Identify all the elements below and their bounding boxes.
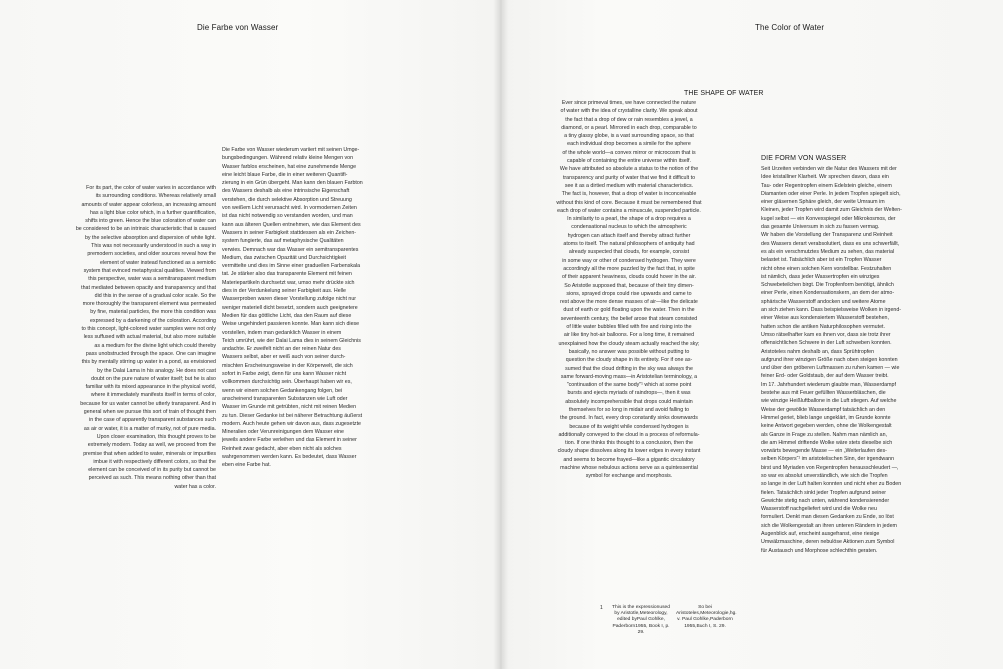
text-line: wie winzige Heißluftballone in die Luft stiegen. Auf welche bbox=[761, 398, 897, 405]
text-line: We have attributed so absolute a status to the notion of the bbox=[559, 166, 699, 173]
text-line: system fungierte, das auf metaphysische Qualitäten bbox=[222, 238, 344, 245]
text-line: element can be conceived of in its purity but cannot be bbox=[88, 467, 216, 474]
text-line: So Aristotle supposed that, because of their tiny dimen- bbox=[564, 282, 694, 289]
text-line: dies in der Verdunkelung seiner Farbigkeit aus. Helle bbox=[222, 288, 346, 295]
text-line: Diamanten oder einer Perle. In jedem Tropfen spiegelt sich, bbox=[761, 190, 901, 197]
text-line: imbue it with respectively different colors, so that the bbox=[93, 458, 216, 465]
text-line: fielen. Tatsächlich sinkt jeder Tropfen aufgrund seiner bbox=[761, 489, 887, 496]
text-line: each individual drop becomes a simile for the sphere bbox=[567, 141, 691, 148]
text-line: already suspected that clouds, for example, consist bbox=[568, 249, 690, 256]
text-line: für Austausch und Morphose schlechthin geraten. bbox=[761, 547, 878, 554]
text-line: modern. Auch heute gehen wir davon aus, dass zugesetzte bbox=[222, 420, 361, 427]
text-line: atoms to itself. The natural philosophers of antiquity had bbox=[563, 241, 695, 248]
text-line: expressed by a darkening of the coloration. According bbox=[89, 317, 216, 324]
text-line: Ever since primeval times, we have connected the nature bbox=[561, 100, 697, 106]
text-line: transparency and purity of water that we find it difficult to bbox=[562, 174, 696, 181]
text-line: by the selective absorption and dispersion of white light. bbox=[84, 234, 216, 241]
text-line: sofort in Farbe zeigt, denn für uns kann Wasser nicht bbox=[222, 371, 347, 378]
text-line: kann aus älteren Quellen entnehmen, wie das Element des bbox=[222, 221, 361, 228]
text-line: condensational nucleus to which the atmospheric bbox=[571, 224, 687, 231]
text-line: Teich umrührt, wie der Dalai Lama dies in seinem Gleichnis bbox=[222, 337, 361, 344]
text-line: verwies. Demnach war das Wasser ein semitransparentes bbox=[222, 246, 359, 253]
text-line: diamond, or a pearl. Mirrored in each drop, comparable to bbox=[561, 124, 697, 131]
text-line: sions, sprayed drops could rise upwards and came to bbox=[566, 290, 692, 297]
text-line: bungsbedingungen. Während relativ kleine Mengen von bbox=[222, 155, 354, 162]
text-line: Medien für das göttliche Licht, das den Raum auf diese bbox=[222, 312, 352, 319]
text-line: So bei Aristoteles, bbox=[676, 605, 712, 617]
text-line: hg. v. Paul Gohlke, bbox=[677, 611, 737, 623]
text-line: general when we pursue this sort of train of thought then bbox=[83, 409, 216, 416]
text-line: des Wassers deshalb als eine intrinsische Eigenschaft bbox=[222, 188, 350, 195]
text-line: so lange in der Luft halten konnten und nicht eher zu Boden bbox=[761, 481, 902, 488]
text-line: by the Dalai Lama in his analogy. He does not cast bbox=[97, 367, 216, 374]
text-line: This was not necessarily understood in such a way in bbox=[91, 243, 216, 250]
text-line: Himmel geriet, blieb lange ungeklärt, im Grunde konnte bbox=[761, 414, 891, 421]
text-line: so war es absolut unverständlich, wie sich die Tropfen bbox=[761, 472, 888, 479]
text-line: des Wassers derart verabsolutiert, dass es uns schwerfällt, bbox=[761, 240, 900, 247]
text-line: Upon closer examination, this thought proves to be bbox=[96, 433, 216, 440]
text-line: tat. Je stärker also das transparente Element mit feinen bbox=[222, 271, 352, 278]
text-line: water has a color. bbox=[174, 483, 216, 490]
text-line: of water with the idea of crystalline clarity. We speak about bbox=[560, 108, 698, 115]
text-line: did this in the sense of a gradual color scale. So the bbox=[94, 292, 216, 299]
text-line: anscheinend transparenten Substanzen wie Luft oder bbox=[222, 395, 348, 402]
right-english-column bbox=[512, 99, 746, 481]
text-line: additionally conveyed to the cloud in a process of reformula- bbox=[558, 431, 700, 438]
text-line: a tiny glassy globe, is a vast surrounding space, so that bbox=[564, 133, 694, 140]
text-line: each drop of water contains a minuscule, suspended particle. bbox=[557, 207, 701, 214]
text-line: themselves for so long in midair and avoid falling to bbox=[568, 406, 690, 413]
text-line: less suffused with actual material, but also more suitable bbox=[83, 334, 216, 341]
text-line: seventeenth century, the belief arose that steam consisted bbox=[560, 315, 698, 322]
text-line: einer Perle, einen Kondensationskern, an dem der atmo- bbox=[761, 290, 895, 297]
text-line: Meteorology, edited by bbox=[617, 611, 668, 623]
text-line: For its part, the color of water varies in accordance with bbox=[86, 185, 216, 191]
text-line: same forward-moving mass—in Aristotelian terminology, a bbox=[560, 373, 698, 380]
text-line: Tau- oder Regentropfen einem Edelstein gleiche, einem bbox=[761, 182, 892, 189]
text-line: the fact that a drop of dew or rain resembles a jewel, a bbox=[565, 116, 693, 123]
text-line: Schwebeteilchen birgt. Die Tropfenform benötigt, ähnlich bbox=[761, 282, 894, 289]
text-line: vorstellen, indem man gedanklich Wasser in einem bbox=[222, 329, 342, 336]
text-line: ist das nicht notwendig so verstanden worden, und man bbox=[222, 213, 353, 220]
text-line: doubt on the pure nature of water itself; but he is also bbox=[91, 375, 216, 382]
text-line: belastet ist. Tatsächlich aber ist ein Tropfen Wasser bbox=[761, 257, 882, 264]
text-line: birst und Myriaden von Regentropfen herausschleudert —, bbox=[761, 464, 899, 471]
text-line: es als ein verschmutztes Medium zu sehen, das material bbox=[761, 248, 895, 255]
text-line: Wir haben die Vorstellung der Transparenz und Reinheit bbox=[761, 232, 893, 239]
text-line: einer Weise aus kondensiertem Wasserstoff bestehen, bbox=[761, 315, 889, 322]
text-line: of the whole world—a convex mirror or microcosm that is bbox=[562, 149, 696, 156]
text-line: Reinheit zwar gedacht, aber eben nicht als solches bbox=[222, 445, 342, 452]
text-line: sich die Wolkengestalt an ihren unteren Rändern in jedem bbox=[761, 522, 897, 529]
text-line: familiar with its mixed appearance in the physical world, bbox=[85, 384, 216, 391]
text-line: Augenblick auf, erscheint ausgefranst, eine riesige bbox=[761, 531, 880, 538]
text-line: Weise der gewölkte Wasserdampf tatsächlich an den bbox=[761, 406, 886, 413]
text-line: mischten Erscheinungsweise in der Körperwelt, die sich bbox=[222, 362, 353, 369]
text-line: feiner Erd- oder Goldstaub, der auf dem Wasser treibt. bbox=[761, 373, 889, 380]
text-line: selben Körpers“¹ im aristotelischen Sinn, der irgendwann bbox=[761, 456, 895, 463]
text-line: sphärische Wasserstoff andocken und weitere Atome bbox=[761, 298, 886, 305]
text-line: where it immediately manifests itself in terms of color, bbox=[90, 392, 216, 399]
text-line: hatten schon die antiken Naturphilosophen vermutet. bbox=[761, 323, 885, 330]
text-line: 1955, Book I, p. 29. bbox=[635, 623, 670, 635]
text-line: Materiepartikeln durchsetzt war, umso mehr drückte sich bbox=[222, 279, 355, 286]
text-line: Umwälzmaschine, deren nebulöse Aktionen zum Symbol bbox=[761, 539, 895, 546]
text-line: und über den gröberen Luftmassen zu ruhen kamen — wie bbox=[761, 365, 900, 372]
left-german-column bbox=[222, 146, 434, 470]
text-line: Buch I, S. 29. bbox=[696, 623, 726, 629]
text-line: hydrogen can attach itself and thereby attract further bbox=[567, 232, 691, 239]
text-line: andachte. Er zweifelt nicht an der reinen Natur des bbox=[222, 346, 341, 353]
text-line: Wasser im Grunde mit getrübten, nicht mit reinen Medien bbox=[222, 404, 357, 411]
text-line: vorwärts bewegende Masse — ein „Weiterlaufen des- bbox=[761, 448, 887, 455]
text-line: offensichtlichen Schwere in der Luft schweben konnten. bbox=[761, 340, 892, 347]
text-line: the ground. In fact, every drop constantly sinks downwards bbox=[560, 415, 698, 422]
text-line: accordingly all the more puzzled by the fact that, in spite bbox=[563, 265, 695, 272]
text-line: Paderborn 1955, bbox=[684, 617, 733, 629]
text-line: element of water instead functioned as a semiotic bbox=[99, 259, 216, 266]
text-line: of their apparent heaviness, clouds could hover in the air. bbox=[562, 274, 696, 281]
text-line: formuliert. Denkt man diesen Gedanken zu Ende, so löst bbox=[761, 514, 894, 521]
text-line: Seit Urzeiten verbinden wir die Natur des Wassers mit der bbox=[761, 166, 897, 172]
text-line: von weißem Licht verursacht wird. In vormodernen Zeiten bbox=[222, 205, 357, 212]
text-line: question the cloudy shape in its entirety. For if one as- bbox=[565, 357, 693, 364]
left-english-column bbox=[12, 184, 216, 491]
text-line: nicht ohne einen solchen Kern vorstellbar. Festzuhalten bbox=[761, 265, 892, 272]
text-line: an sich ziehen kann. Dass beispielsweise Wolken in irgend- bbox=[761, 307, 902, 314]
text-line: wenn wir einem solchen Gedankengang folgen, bei bbox=[222, 387, 343, 394]
text-line: as a medium for the divine light which could thereby bbox=[94, 342, 216, 349]
text-line: this perspective, water was a semitransparent medium bbox=[88, 276, 216, 283]
text-line: absolutely incomprehensible that drops could maintain bbox=[565, 398, 693, 405]
text-line: perceived as such. This means nothing other than that bbox=[88, 475, 216, 482]
text-line: als Ganze in Frage zu stellen. Nahm man nämlich an, bbox=[761, 431, 888, 438]
text-line: vollkommen durchsichtig sein. Überhaupt haben wir es, bbox=[222, 379, 352, 386]
text-line: capable of containing the entire universe within itself. bbox=[567, 158, 691, 165]
text-line: vermittelte und dies im Sinne einer graduellen Farbenskala bbox=[222, 263, 361, 270]
text-line: premodern societies, and older sources reveal how the bbox=[87, 251, 216, 258]
text-line: bestehe aus mit Feuer gefüllten Wasserbläschen, die bbox=[761, 390, 886, 397]
text-line: Wassers selbst, aber er weiß auch von seiner durch- bbox=[222, 354, 346, 361]
text-line: tion. If one thinks this thought to a conclusion, then the bbox=[565, 440, 693, 447]
text-line: extremely modern. Today as well, we proceed from the bbox=[87, 442, 216, 449]
text-line: amounts of water appear colorless, an increasing amount bbox=[81, 201, 216, 208]
right-german-column bbox=[761, 165, 987, 555]
text-line: Gewichte stetig nach unten, während kondensierender bbox=[761, 497, 890, 504]
text-line: that mediated between opacity and transparency and that bbox=[81, 284, 216, 291]
text-line: Mineralien oder Verunreinigungen dem Wasser eine bbox=[222, 429, 344, 436]
text-line: premise that when added to water, minerals or impurities bbox=[83, 450, 216, 457]
text-line: Wasserstoff nachgeliefert wird und die Wolke neu bbox=[761, 506, 877, 513]
text-line: see it as a dirtied medium with material characteristics. bbox=[564, 182, 694, 189]
german-section-heading: DIE FORM VON WASSER bbox=[761, 155, 847, 162]
text-line: by fine, material particles, the more this condition was bbox=[90, 309, 216, 316]
text-line: unexplained how the cloudy steam actually reached the sky; bbox=[558, 340, 700, 347]
text-line: without this kind of core. Because it must be remembered that bbox=[556, 199, 702, 206]
text-line: Idee kristalliner Klarheit. Wir sprechen davon, dass ein bbox=[761, 174, 889, 181]
text-line: used by Aristotle, bbox=[614, 605, 670, 617]
left-running-head: Die Farbe von Wasser bbox=[197, 23, 279, 32]
text-line: Weise ungehindert passieren konnte. Man kann sich diese bbox=[222, 321, 360, 328]
text-line: this by mentally stirring up water in a pond, as envisioned bbox=[81, 359, 216, 366]
text-line: Kleinen, jeder Tropfen wird damit zum Gleichnis der Welten- bbox=[761, 207, 902, 214]
footnote-german bbox=[676, 605, 737, 630]
text-line: Paul Gohlke, Paderborn bbox=[612, 617, 665, 629]
text-line: its surrounding conditions. Whereas relatively small bbox=[95, 193, 216, 200]
text-line: machine whose nebulous actions serve as a quintessential bbox=[560, 465, 698, 472]
text-line: be considered to be an intrinsic characteristic that is caused bbox=[75, 226, 216, 233]
text-line: aufgrund ihrer winzigen Größe nach oben steigen konnten bbox=[761, 356, 898, 363]
right-running-head: The Color of Water bbox=[755, 23, 825, 32]
text-line: in the case of apparently transparent substances such bbox=[89, 417, 216, 424]
text-line: The fact is, however, that a drop of water is inconceivable bbox=[561, 191, 697, 198]
text-line: Die Farbe von Wasser wiederum variiert mit seinen Umge- bbox=[222, 147, 360, 153]
footnote-english bbox=[612, 605, 670, 636]
text-line: zierung in ein Grün übergeht. Man kann den blauen Farbton bbox=[222, 180, 363, 187]
text-line: pass unobstructed through the space. One can imagine bbox=[85, 350, 216, 357]
text-line: Wassers in seiner Farbigkeit stattdessen als ein Zeichen- bbox=[222, 229, 357, 236]
text-line: because of its weight while condensed hydrogen is bbox=[569, 423, 689, 430]
text-line: because for us water cannot be utterly transparent. And in bbox=[80, 400, 216, 407]
text-line: Umso rätselhafter kam es ihnen vor, dass sie trotz ihrer bbox=[761, 331, 891, 338]
text-line: Wasser farblos erscheinen, hat eine zunehmende Menge bbox=[222, 163, 357, 170]
text-line: einer gläsernen Sphäre gleich, der weite Umraum im bbox=[761, 199, 885, 206]
text-line: in some way or other of condensed hydrogen. They were bbox=[562, 257, 696, 264]
text-line: Aristoteles nahm deshalb an, dass Sprühtropfen bbox=[761, 348, 875, 355]
text-line: eben eine Farbe hat. bbox=[222, 462, 271, 469]
text-line: wahrgenommen werden kann. Es bedeutet, dass Wasser bbox=[222, 453, 357, 460]
text-line: Wasserproben waren dieser Vorstellung zufolge nicht nur bbox=[222, 296, 357, 303]
text-line: eine leicht blaue Farbe, die in einer weiteren Quantifi- bbox=[222, 171, 348, 178]
book-gutter bbox=[493, 0, 509, 669]
text-line: weniger materiell dicht besetzt, sondern auch geeignetere bbox=[222, 304, 358, 311]
text-line: jeweils andere Farbe verleihen und das Element in seiner bbox=[222, 437, 357, 444]
text-line: to this concept, light-colored water samples were not only bbox=[81, 326, 216, 333]
text-line: more thoroughly the transparent element was permeated bbox=[82, 301, 216, 308]
text-line: has a light blue color which, in a further quantification, bbox=[89, 209, 216, 216]
text-line: cloudy shape dissolves along its lower edges in every instant bbox=[557, 448, 701, 455]
text-line: ist nämlich, dass jeder Wassertropfen ein winziges bbox=[761, 273, 880, 280]
text-line: bursts and ejects myriads of raindrops—, then it was bbox=[567, 390, 691, 397]
text-line: shifts into green. Hence the blue coloration of water can bbox=[85, 218, 216, 225]
footnote-number: 1 bbox=[600, 605, 603, 611]
text-line: Meteorologie, bbox=[700, 611, 730, 617]
english-section-heading: THE SHAPE OF WATER bbox=[684, 90, 764, 97]
text-line: verstehen, die durch selektive Absorption und Streuung bbox=[222, 196, 352, 203]
text-line: sumed that the cloud drifting in the sky was always the bbox=[565, 365, 693, 372]
text-line: In similarity to a pearl, the shape of a drop requires a bbox=[567, 216, 691, 223]
text-line: air like tiny hot-air balloons. For a long time, it remained bbox=[563, 332, 695, 339]
text-line: of little water bubbles filled with fire and rising into the bbox=[566, 324, 692, 331]
text-line: symbol for exchange and morphosis. bbox=[585, 473, 673, 480]
text-line: dust of earth or gold floating upon the water. Then in the bbox=[563, 307, 695, 314]
text-line: die am Himmel driftende Wolke wäre stets dieselbe sich bbox=[761, 439, 893, 446]
text-line: zu tun. Dieser Gedanke ist bei näherer Betrachtung äußerst bbox=[222, 412, 363, 419]
text-line: das gesamte Universum in sich zu fassen vermag. bbox=[761, 224, 880, 231]
text-line: rest above the more dense masses of air—like the delicate bbox=[560, 299, 698, 306]
text-line: This is the expression bbox=[612, 605, 660, 610]
text-line: system that evinced metaphysical qualities. Viewed from bbox=[83, 267, 216, 274]
text-line: Im 17. Jahrhundert wiederum glaubte man, Wasserdampf bbox=[761, 381, 896, 388]
text-line: as air or water, it is a matter of murky, not of pure media. bbox=[83, 425, 216, 432]
text-line: kugel selbst — ein Konvexspiegel oder Mikrokosmos, der bbox=[761, 215, 896, 222]
text-line: Medium, das zwischen Opazität und Durchsichtigkeit bbox=[222, 254, 346, 261]
text-line: "continuation of the same body"¹ which at some point bbox=[566, 382, 692, 389]
text-line: keine Antwort gegeben werden, ohne die Wolkengestalt bbox=[761, 423, 892, 430]
text-line: basically, no answer was possible without putting to bbox=[568, 348, 690, 355]
text-line: and seems to become frayed—like a gigantic circulatory bbox=[563, 456, 695, 463]
